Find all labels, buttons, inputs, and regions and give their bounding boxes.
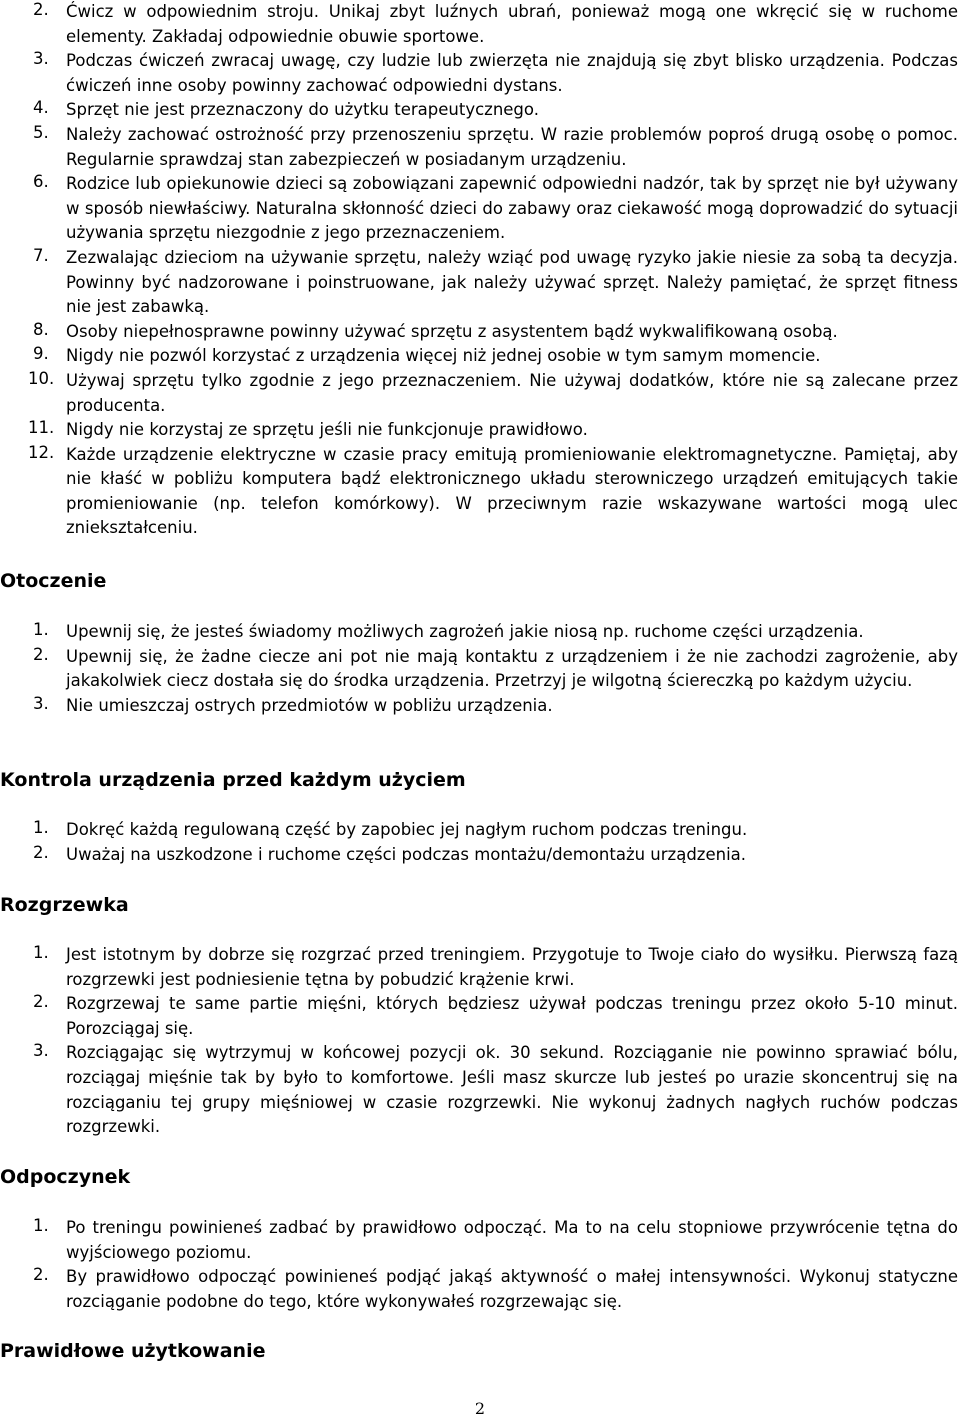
list-item-number: 2. — [33, 1265, 49, 1285]
list-item-number: 3. — [33, 49, 49, 69]
heading-kontrola: Kontrola urządzenia przed każdym użyciem — [0, 769, 466, 791]
heading-rozgrzewka: Rozgrzewka — [0, 894, 129, 916]
list-item-number: 7. — [33, 245, 49, 265]
list-item — [0, 320, 960, 345]
otoczenie-list — [0, 620, 960, 718]
list-item-text: Należy zachować ostrożność przy przenoszeniu sprzętu. W razie problemów poproś drugą osobę o pomoc. Regularnie sprawdzaj stan zabezpieczeń w posiadanym urządzeniu. — [66, 124, 958, 169]
list-item — [0, 123, 960, 172]
list-item-text: Rozgrzewaj te same partie mięśni, których będziesz używał podczas treningu przez około 5-10 minut. Porozciągaj się. — [66, 994, 958, 1038]
list-item — [0, 818, 960, 843]
list-item — [0, 246, 960, 320]
list-item — [0, 344, 960, 369]
list-item — [0, 992, 960, 1041]
list-item — [0, 1041, 960, 1139]
list-item-text: Nigdy nie pozwól korzystać z urządzenia więcej niż jednej osobie w tym samym momencie. — [66, 346, 821, 366]
list-item-text: Ćwicz w odpowiednim stroju. Unikaj zbyt luźnych ubrań, ponieważ mogą one wkręcić się w ruchome elementy. Zakładaj odpowiednie obuwie sportowe. — [66, 2, 958, 46]
list-item — [0, 843, 960, 868]
list-item-number: 2. — [33, 992, 49, 1012]
list-item-text: By prawidłowo odpocząć powinieneś podjąć jakąś aktywność o małej intensywności. Wykonuj statyczne rozciąganie podobne do tego, które wykonywałeś rozgrzewając się. — [66, 1267, 958, 1311]
list-item — [0, 0, 960, 49]
list-item — [0, 1216, 960, 1265]
list-item — [0, 369, 960, 418]
list-item-text: Nigdy nie korzystaj ze sprzętu jeśli nie funkcjonuje prawidłowo. — [66, 420, 588, 440]
list-item-number: 9. — [33, 344, 49, 364]
list-item-number: 11. — [28, 418, 55, 438]
list-item-number: 2. — [33, 0, 49, 19]
list-item-text: Nie umieszczaj ostrych przedmiotów w pobliżu urządzenia. — [66, 695, 553, 715]
list-item-text: Dokręć każdą regulowaną część by zapobiec jej nagłym ruchom podczas treningu. — [66, 820, 748, 839]
list-item-number: 1. — [33, 943, 49, 962]
list-item-text: Rozciągając się wytrzymuj w końcowej pozycji ok. 30 sekund. Rozciąganie nie powinno sprawiać bólu, rozciągaj mięśnie tak by było to komfortowe. Jeśli masz skurcze lub jesteś po urazie skoncentruj się na rozciąganiu tej grupy mięśniowej w czasie rozgrzewki. Nie wykonuj żadnych nagłych ruchów podczas rozgrzewki. — [66, 1043, 958, 1137]
list-item-text: Upewnij się, że żadne ciecze ani pot nie mają kontaktu z urządzeniem i że nie zachodzi zagrożenie, aby jakakolwiek ciecz dostała się do środka urządzenia. Przetrzyj je wilgotną ściereczką po każdym użyciu. — [66, 646, 958, 691]
list-item — [0, 943, 960, 992]
list-item-text: Osoby niepełnosprawne powinny używać sprzętu z asystentem bądź wykwalifikowaną osobą. — [66, 321, 838, 341]
list-item — [0, 694, 960, 719]
list-item-number: 2. — [33, 842, 49, 862]
heading-uzytkowanie: Prawidłowe użytkowanie — [0, 1340, 266, 1362]
odpoczynek-list — [0, 1216, 960, 1314]
list-item-text: Podczas ćwiczeń zwracaj uwagę, czy ludzie lub zwierzęta nie znajdują się zbyt blisko urządzenia. Podczas ćwiczeń inne osoby powinny zachować odpowiedni dystans. — [66, 51, 958, 95]
list-item-number: 4. — [33, 98, 49, 118]
list-item — [0, 172, 960, 246]
list-item — [0, 443, 960, 541]
heading-odpoczynek: Odpoczynek — [0, 1166, 131, 1188]
page-number: 2 — [474, 1399, 486, 1418]
list-item-text: Jest istotnym by dobrze się rozgrzać przed treningiem. Przygotuje to Twoje ciało do wysiłku. Pierwszą fazą rozgrzewki jest podniesienie tętna by pobudzić krążenie krwi. — [66, 945, 958, 989]
list-item-text: Każde urządzenie elektryczne w czasie pracy emitują promieniowanie elektromagnetyczne. Pamiętaj, aby nie kłaść w pobliżu komputera bądź elektronicznego układu sterowniczego urządzeń emitujących takie promieniowanie (np. telefon komórkowy). W przeciwnym razie wskazywane wartości mogą ulec zniekształceniu. — [66, 444, 958, 538]
list-item — [0, 418, 960, 443]
list-item-number: 3. — [33, 1041, 49, 1061]
list-item — [0, 645, 960, 694]
list-item-number: 3. — [33, 693, 49, 713]
list-item-number: 1. — [33, 818, 49, 837]
list-item — [0, 620, 960, 645]
list-item — [0, 49, 960, 98]
list-item-text: Zezwalając dzieciom na używanie sprzętu, należy wziąć pod uwagę ryzyko jakie niesie za sobą ta decyzja. Powinny być nadzorowane i poinstruowane, jak należy używać sprzęt. Należy pamiętać, że sprzęt fitness nie jest zabawką. — [66, 247, 958, 317]
list-item-text: Upewnij się, że jesteś świadomy możliwych zagrożeń jakie niosą np. ruchome części urządzenia. — [66, 622, 864, 641]
list-item-text: Po treningu powinieneś zadbać by prawidłowo odpocząć. Ma to na celu stopniowe przywrócenie tętna do wyjściowego poziomu. — [66, 1218, 958, 1262]
list-item — [0, 98, 960, 123]
list-item-number: 1. — [33, 620, 49, 639]
list-item — [0, 1265, 960, 1314]
list-item-text: Rodzice lub opiekunowie dzieci są zobowiązani zapewnić odpowiedni nadzór, tak by sprzęt nie był używany w sposób niewłaściwy. Naturalna skłonność dzieci do zabawy oraz ciekawość mogą doprowadzić do sytuacji używania sprzętu niezgodnie z jego przeznaczeniem. — [66, 174, 958, 243]
list-item-text: Sprzęt nie jest przeznaczony do użytku terapeutycznego. — [66, 100, 539, 120]
heading-otoczenie: Otoczenie — [0, 570, 107, 592]
list-item-number: 8. — [33, 319, 49, 339]
rozgrzewka-list — [0, 943, 960, 1140]
safety-list — [0, 0, 960, 541]
list-item-number: 2. — [33, 644, 49, 664]
list-item-number: 6. — [33, 172, 49, 192]
list-item-text: Uważaj na uszkodzone i ruchome części podczas montażu/demontażu urządzenia. — [66, 844, 747, 864]
kontrola-list — [0, 818, 960, 867]
list-item-number: 10. — [28, 368, 55, 388]
list-item-text: Używaj sprzętu tylko zgodnie z jego przeznaczeniem. Nie używaj dodatków, które nie są zalecane przez producenta. — [66, 370, 958, 415]
list-item-number: 5. — [33, 122, 49, 142]
list-item-number: 1. — [33, 1216, 49, 1235]
list-item-number: 12. — [28, 442, 55, 462]
